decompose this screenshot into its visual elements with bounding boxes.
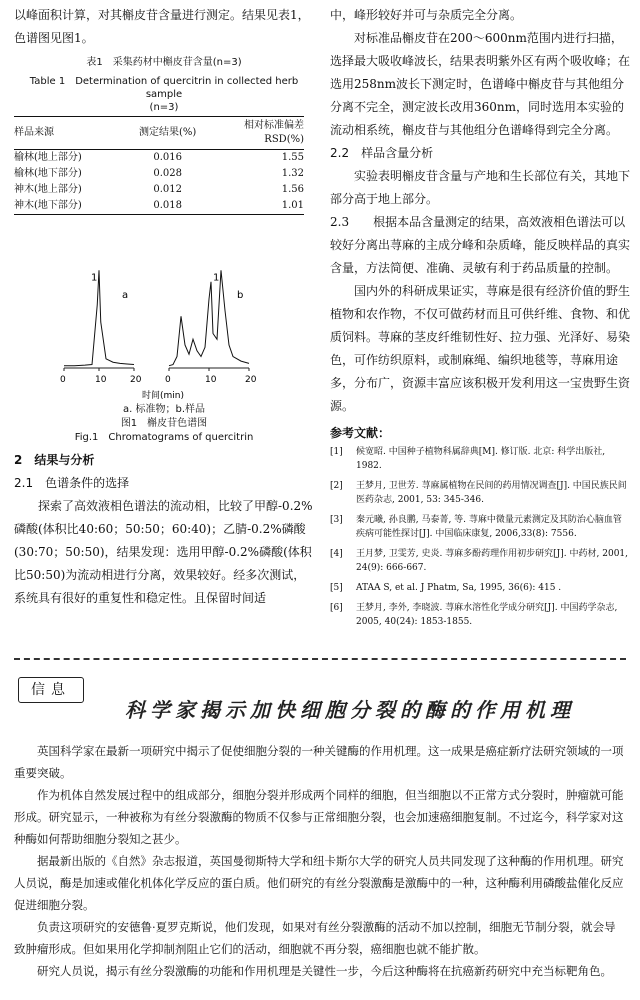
reference-text: 候宽昭. 中国种子植物科属辞典[M]. 修订版. 北京: 科学出版社, 1982. — [356, 447, 606, 471]
section-heading-2-2: 2.2 样品含量分析 — [330, 146, 434, 160]
news-title: 科学家揭示加快细胞分裂的酶的作用机理 — [125, 698, 575, 722]
table-cell: 0.028 — [153, 168, 182, 179]
section-heading-2: 2 结果与分析 — [14, 453, 95, 467]
news-badge: 信息 — [18, 677, 84, 703]
x-tick-label: 20 — [130, 375, 142, 385]
table-caption-cn: 表1 采集药材中槲皮苷含量(n=3) — [86, 57, 242, 68]
references-list — [330, 445, 630, 629]
reference-text: ATAA S, et al. J Phatm, Sa, 1995, 36(6): 415 . — [356, 583, 562, 593]
x-tick-label: 0 — [60, 375, 66, 385]
table-cell: 1.01 — [211, 198, 304, 215]
table-cell: 1.55 — [281, 152, 304, 163]
references-title: 参考文献： — [330, 426, 391, 440]
reference-item — [330, 547, 630, 575]
x-tick-label: 20 — [245, 375, 257, 385]
intro-paragraph: 以峰面积计算，对其槲皮苷含量进行测定。结果见表1，色谱图见图1。 — [14, 8, 310, 45]
paragraph-scan: 对标准品槲皮苷在200～600nm范围内进行扫描，选择最大吸收峰波长，结果表明紫外区有两个吸收峰；在选用258nm波长下测定时，色谱峰中槲皮苷与其他组分分离不完全，测定波长改用360nm，同时选用本实验的流动相系统，槲皮苷与其他组分色谱峰得到完全分离。 — [330, 31, 631, 137]
table-cell: 神木(地上部分) — [14, 184, 82, 195]
series-a-line — [64, 270, 134, 365]
x-tick-label: 0 — [165, 375, 171, 385]
peak-label: 1 — [213, 272, 220, 284]
table-cell: 0.012 — [153, 184, 182, 195]
figure-caption-en: Fig.1 Chromatograms of quercitrin — [74, 432, 254, 443]
news-paragraph: 研究人员说，揭示有丝分裂激酶的功能和作用机理是关键性一步，今后这种酶将在抗癌新药研究中充当标靶角色。 — [37, 964, 612, 978]
reference-number: [1] — [330, 447, 343, 457]
table-header-result: 测定结果(%) — [124, 117, 211, 150]
table-cell: 1.56 — [281, 184, 304, 195]
table-cell: 0.016 — [153, 152, 182, 163]
reference-item — [330, 479, 630, 507]
table-header-source: 样品来源 — [14, 117, 124, 150]
reference-number: [5] — [330, 583, 343, 593]
table-cell: 0.018 — [124, 198, 211, 215]
quercitrin-table — [14, 116, 304, 215]
reference-text: 秦元曦, 孙良鹏, 马泰菁, 等. 荨麻中微量元素测定及其防治心脑血管疾病可能性探讨[J]. 中国临床康复, 2006,33(8): 7556. — [356, 515, 622, 539]
reference-number: [6] — [330, 603, 343, 613]
reference-text: 王梦月, 李外, 李晓波. 荨麻水溶性化学成分研究[J]. 中国药学杂志, 2005, 40(24): 1853-1855. — [356, 603, 618, 627]
chromatogram-figure — [14, 223, 304, 403]
reference-text: 王梦月, 卫世芳. 荨麻属植物在民间的药用情况调查[J]. 中国民族民间医药杂志, 2001, 53: 345-346. — [356, 481, 627, 505]
left-column — [14, 4, 314, 610]
series-b-line — [169, 270, 249, 365]
table-row — [14, 166, 304, 182]
reference-item — [330, 601, 630, 629]
news-paragraph: 负责这项研究的安德鲁·夏罗克斯说，他们发现，如果对有丝分裂激酶的活动不加以控制，细胞无节制分裂，就会导致肿瘤形成。但如果用化学抑制剂阻止它们的活动，细胞就不再分裂，癌细胞也就不能扩散。 — [14, 920, 616, 956]
reference-number: [3] — [330, 515, 343, 525]
paragraph-2-2: 实验表明槲皮苷含量与产地和生长部位有关，其地下部分高于地上部分。 — [330, 169, 631, 206]
table-row — [14, 198, 304, 215]
news-body — [14, 740, 626, 982]
section-number-2-3: 2.3 — [330, 215, 350, 229]
table-cell: 神木(地下部分) — [14, 198, 124, 215]
table-cell: 1.32 — [281, 168, 304, 179]
table-caption-en-n: (n=3) — [149, 102, 179, 113]
figure-caption-cn: 图1 槲皮苷色谱图 — [120, 418, 208, 429]
paragraph-resources: 国内外的科研成果证实，荨麻是很有经济价值的野生植物和农作物，不仅可做药材而且可供纤维、食物、和优质饲料。荨麻的茎皮纤维韧性好、拉力强、光泽好、易染色，可作纺织原料，或制麻绳、编织地毯等，荨麻用途多，分布广，资源丰富应该积极开发利用这一宝贵野生资源。 — [330, 284, 631, 413]
table-header-rsd: 相对标准偏差 RSD(%) — [211, 117, 304, 150]
reference-item — [330, 513, 630, 541]
news-paragraph: 据最新出版的《自然》杂志报道，英国曼彻斯特大学和纽卡斯尔大学的研究人员共同发现了这种酶的作用机理。研究人员说，酶是加速或催化机体化学反应的蛋白质。他们研究的有丝分裂激酶是激酶中的一种，这种酶利用磷酸盐催化反应促进细胞分裂。 — [14, 854, 624, 912]
news-paragraph: 英国科学家在最新一项研究中揭示了促使细胞分裂的一种关键酶的作用机理。这一成果是癌症新疗法研究领域的一项重要突破。 — [14, 744, 624, 780]
table-row — [14, 182, 304, 198]
x-tick-label: 10 — [95, 375, 107, 385]
table-caption-en: Table 1 Determination of quercitrin in collected herb sample — [29, 76, 299, 100]
x-tick-label: 10 — [205, 375, 217, 385]
reference-number: [4] — [330, 549, 343, 559]
paragraph-2-3 — [330, 211, 630, 280]
paragraph-2-1: 探索了高效液相色谱法的流动相，比较了甲醇-0.2%磷酸(体积比40:60；50:50；60:40)；乙腈-0.2%磷酸(30:70；50:50)，结果发现：选用甲醇-0.2%磷酸(体积比50:50)为流动相进行分离，效果较好。经多次测试，系统具有很好的重复性和稳定性。且保留时间适 — [14, 499, 313, 605]
news-paragraph: 作为机体自然发展过程中的组成部分，细胞分裂并形成两个同样的细胞，但当细胞以不正常方式分裂时，肿瘤就可能形成。研究显示，一种被称为有丝分裂激酶的物质不仅参与正常细胞分裂，也会加速癌细胞复制。不过迄今，科学家对这种酶如何帮助细胞分裂知之甚少。 — [14, 788, 624, 846]
section-heading-2-1: 2.1 色谱条件的选择 — [14, 476, 130, 490]
peak-label: 1 — [91, 272, 98, 284]
table-cell: 榆林(地上部分) — [14, 152, 82, 163]
right-column — [330, 4, 630, 635]
reference-text: 王月梦, 卫雯芳, 史炎. 荨麻多酚药理作用初步研究[J]. 中药材, 2001, 24(9): 666-667. — [356, 549, 629, 573]
table-cell: 榆林(地下部分) — [14, 168, 82, 179]
section-divider — [14, 658, 626, 660]
reference-number: [2] — [330, 481, 343, 491]
series-label: b — [237, 290, 244, 301]
reference-item — [330, 445, 630, 473]
chromatogram-chart — [14, 223, 304, 403]
x-axis-label: 时间(min) — [142, 391, 184, 401]
series-label: a — [122, 290, 129, 301]
paragraph-2-3-text: 根据本品含量测定的结果，高效液相色谱法可以较好分离出荨麻的主成分峰和杂质峰，能反映样品的真实含量，方法简便、准确、灵敏有利于药品质量的控制。 — [330, 215, 631, 275]
reference-item — [330, 581, 630, 595]
figure-legend: a. 标准物；b.样品 — [122, 404, 205, 415]
table-row — [14, 150, 304, 167]
paragraph-continued: 中，峰形较好并可与杂质完全分离。 — [330, 8, 523, 22]
